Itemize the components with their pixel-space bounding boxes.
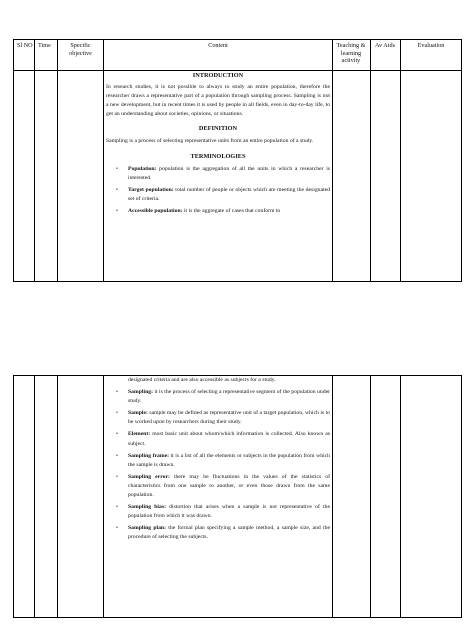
header-time: Time: [38, 42, 51, 49]
column-divider: [332, 40, 333, 281]
term-label: Sampling frame:: [128, 452, 170, 459]
list-item: [106, 409, 330, 427]
header-specific-objective: Specific objective: [69, 42, 92, 57]
bullet-icon: •: [116, 452, 118, 459]
term-label: Sampling bias:: [128, 504, 166, 511]
terminology-list: [106, 165, 330, 216]
header-evaluation: Evaluation: [417, 42, 445, 49]
list-item: [106, 430, 330, 448]
list-item: [106, 186, 330, 204]
header-av-aids: Av Aids: [375, 42, 395, 49]
bullet-icon: •: [116, 504, 118, 511]
column-divider: [400, 376, 401, 617]
term-description: it is the aggregate of cases that conform to: [182, 208, 281, 215]
term-description: most basic unit about whom/which information is collected. Also known as subject.: [128, 431, 330, 447]
list-item: [106, 473, 330, 500]
column-divider: [34, 40, 35, 281]
term-label: Sampling error:: [128, 473, 170, 480]
lesson-plan-table-page-1: [13, 39, 462, 282]
column-divider: [103, 40, 104, 281]
term-description: total number of people or objects which are meeting the designated set of criteria.: [128, 186, 330, 203]
terminology-list-continued: [106, 388, 330, 542]
introduction-paragraph: In research studies, it is not possible to always to study an entire population, therefore the researcher draws a representative part of a population through sampling process. Sampling is not a new development, but in recent times it is used by people in all fields, even in day-to-day life, to get an understanding about societies, opinions, or situations.: [106, 84, 330, 118]
lesson-plan-table-page-2: [13, 375, 462, 618]
bullet-icon: •: [116, 525, 118, 532]
column-divider: [400, 40, 401, 281]
bullet-icon: •: [116, 165, 118, 172]
term-label: Element:: [128, 431, 151, 438]
column-divider: [57, 376, 58, 617]
header-sl-no: Sl NO: [17, 42, 33, 49]
header-content: Content: [208, 42, 228, 49]
list-item: [106, 503, 330, 521]
content-cell: [106, 376, 330, 543]
term-label: Population:: [128, 165, 157, 172]
content-cell: [106, 71, 330, 216]
section-heading-definition: DEFINITION: [198, 125, 238, 133]
section-heading-introduction: INTRODUCTION: [192, 72, 244, 79]
list-item: [106, 207, 330, 216]
bullet-icon: •: [116, 410, 118, 417]
bullet-icon: •: [116, 473, 118, 480]
section-heading-terminologies: TERMINOLOGIES: [190, 152, 246, 160]
list-item: [106, 524, 330, 542]
term-label: Accessible population:: [128, 208, 183, 215]
term-description: sample may be defined as representative unit of a target population, which is to be worked upon by researchers during their study.: [128, 410, 330, 426]
term-description: it is a list of all the elements or subjects in the population from which the sample is drawn.: [128, 452, 330, 468]
term-description: the formal plan specifying a sample method, a sample size, and the procedure of selecting the subjects.: [128, 525, 330, 541]
column-divider: [370, 376, 371, 617]
term-description: population is the aggregation of all the units in which a researcher is interested.: [128, 165, 330, 181]
term-description: it is the process of selecting a representative segment of the population under study.: [128, 389, 330, 405]
term-description: there may be fluctuations in the values of the statistics of characteristics from one sample to another, or even those drawn from the same population.: [128, 473, 331, 499]
definition-paragraph: Sampling is a process of selecting representative units from an entire population of a study.: [106, 137, 314, 144]
header-teaching-learning-activity: Teaching & learning activity: [336, 42, 366, 65]
bullet-icon: •: [116, 389, 118, 396]
column-divider: [103, 376, 104, 617]
term-label: Sampling:: [128, 389, 153, 396]
bullet-icon: •: [116, 186, 118, 193]
term-label: Sampling plan:: [128, 525, 166, 532]
bullet-icon: •: [116, 431, 118, 438]
column-divider: [370, 40, 371, 281]
term-label: Sample:: [128, 410, 148, 417]
continuation-text: designated criteria and are also accessible as subjects for a study.: [128, 377, 276, 383]
column-divider: [332, 376, 333, 617]
term-description: distortion that arises when a sample is not representative of the population from which it was drawn.: [128, 504, 330, 520]
list-item: [106, 388, 330, 406]
column-divider: [57, 40, 58, 281]
term-label: Target population:: [128, 186, 174, 193]
list-item: [106, 165, 330, 183]
list-item: [106, 452, 330, 470]
bullet-icon: •: [116, 208, 118, 215]
column-divider: [34, 376, 35, 617]
